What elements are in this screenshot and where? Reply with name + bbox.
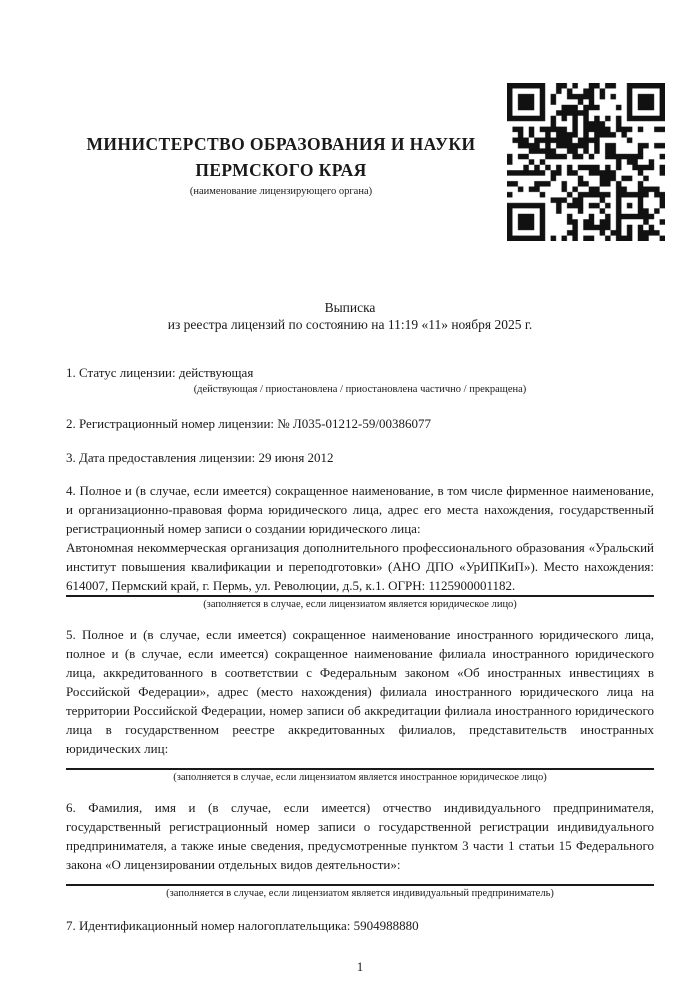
taxpayer-id-text: 7. Идентификационный номер налогоплательщика: 5904988880	[66, 918, 419, 933]
foreign-entity-label: 5. Полное и (в случае, если имеется) сокращенное наименование иностранного юридического лица, полное и (в случае, если имеется) сокращенное наименование филиала иностранного юридического лица, аккредитованного в соответствии с Федеральным законом «Об иностранных инвестициях в Российской Федерации», адрес (место нахождения) филиала иностранного юридического лица на территории Российской Федерации, номер записи об аккредитации филиала иностранного юридического лица в государственном реестре аккредитованных филиалов, представительств иностранных юридических лиц:	[66, 627, 654, 756]
legal-entity-value: Автономная некоммерческая организация дополнительного профессионального образования «Уральский институт повышения квалификации и переподготовки» (АНО ДПО «УрИПКиП»). Место нахождения: 614007, Пермский край, г. Пермь, ул. Революции, д.5, к.1. ОГРН: 1125900001182.	[66, 540, 654, 593]
ministry-name-line2: ПЕРМСКОГО КРАЯ	[195, 160, 367, 180]
individual-entrepreneur-underline	[66, 884, 654, 886]
individual-entrepreneur-note: (заполняется в случае, если лицензиатом является индивидуальный предприниматель)	[166, 888, 554, 899]
legal-entity-underline	[66, 595, 654, 597]
document-body	[0, 363, 700, 975]
license-status-note: (действующая / приостановлена / приостановлена частично / прекращена)	[193, 384, 527, 395]
license-date-text: 3. Дата предоставления лицензии: 29 июня 2012	[66, 450, 334, 465]
qr-code-icon	[507, 83, 665, 241]
licensing-authority-block	[66, 131, 496, 197]
foreign-entity-empty-value	[66, 758, 654, 768]
individual-entrepreneur-empty-value	[66, 874, 654, 884]
field-individual-entrepreneur	[66, 798, 654, 900]
individual-entrepreneur-label: 6. Фамилия, имя и (в случае, если имеется) отчество индивидуального предпринимателя, государственный регистрационный номер записи о государственной регистрации индивидуального предпринимателя, а также иные сведения, предусмотренные пунктом 3 части 1 статьи 15 Федерального закона «О лицензировании отдельных видов деятельности»:	[66, 800, 654, 872]
legal-entity-note: (заполняется в случае, если лицензиатом является юридическое лицо)	[203, 599, 517, 610]
document-title-line1: Выписка	[324, 300, 376, 315]
document-title	[0, 299, 700, 333]
license-status-text: 1. Статус лицензии: действующая	[66, 365, 254, 380]
document-title-line2: из реестра лицензий по состоянию на 11:19 «11» ноября 2025 г.	[167, 317, 533, 332]
field-legal-entity	[66, 481, 654, 611]
field-foreign-entity	[66, 625, 654, 784]
field-license-date	[66, 448, 654, 467]
page-number: 1	[356, 959, 364, 974]
foreign-entity-underline	[66, 768, 654, 770]
legal-entity-label: 4. Полное и (в случае, если имеется) сокращенное наименование, в том числе фирменное наименование, и организационно-правовая форма юридического лица, адрес его места нахождения, государственный регистрационный номер записи о создании юридического лица:	[66, 483, 654, 536]
foreign-entity-note: (заполняется в случае, если лицензиатом является иностранное юридическое лицо)	[173, 772, 547, 783]
document-header	[0, 0, 700, 241]
ministry-name-line1: МИНИСТЕРСТВО ОБРАЗОВАНИЯ И НАУКИ	[86, 134, 476, 154]
ministry-name-note: (наименование лицензирующего органа)	[189, 186, 373, 197]
registration-number-text: 2. Регистрационный номер лицензии: № Л035-01212-59/00386077	[66, 416, 432, 431]
field-registration-number	[66, 414, 654, 433]
field-taxpayer-id	[66, 916, 654, 935]
field-license-status	[66, 363, 654, 396]
